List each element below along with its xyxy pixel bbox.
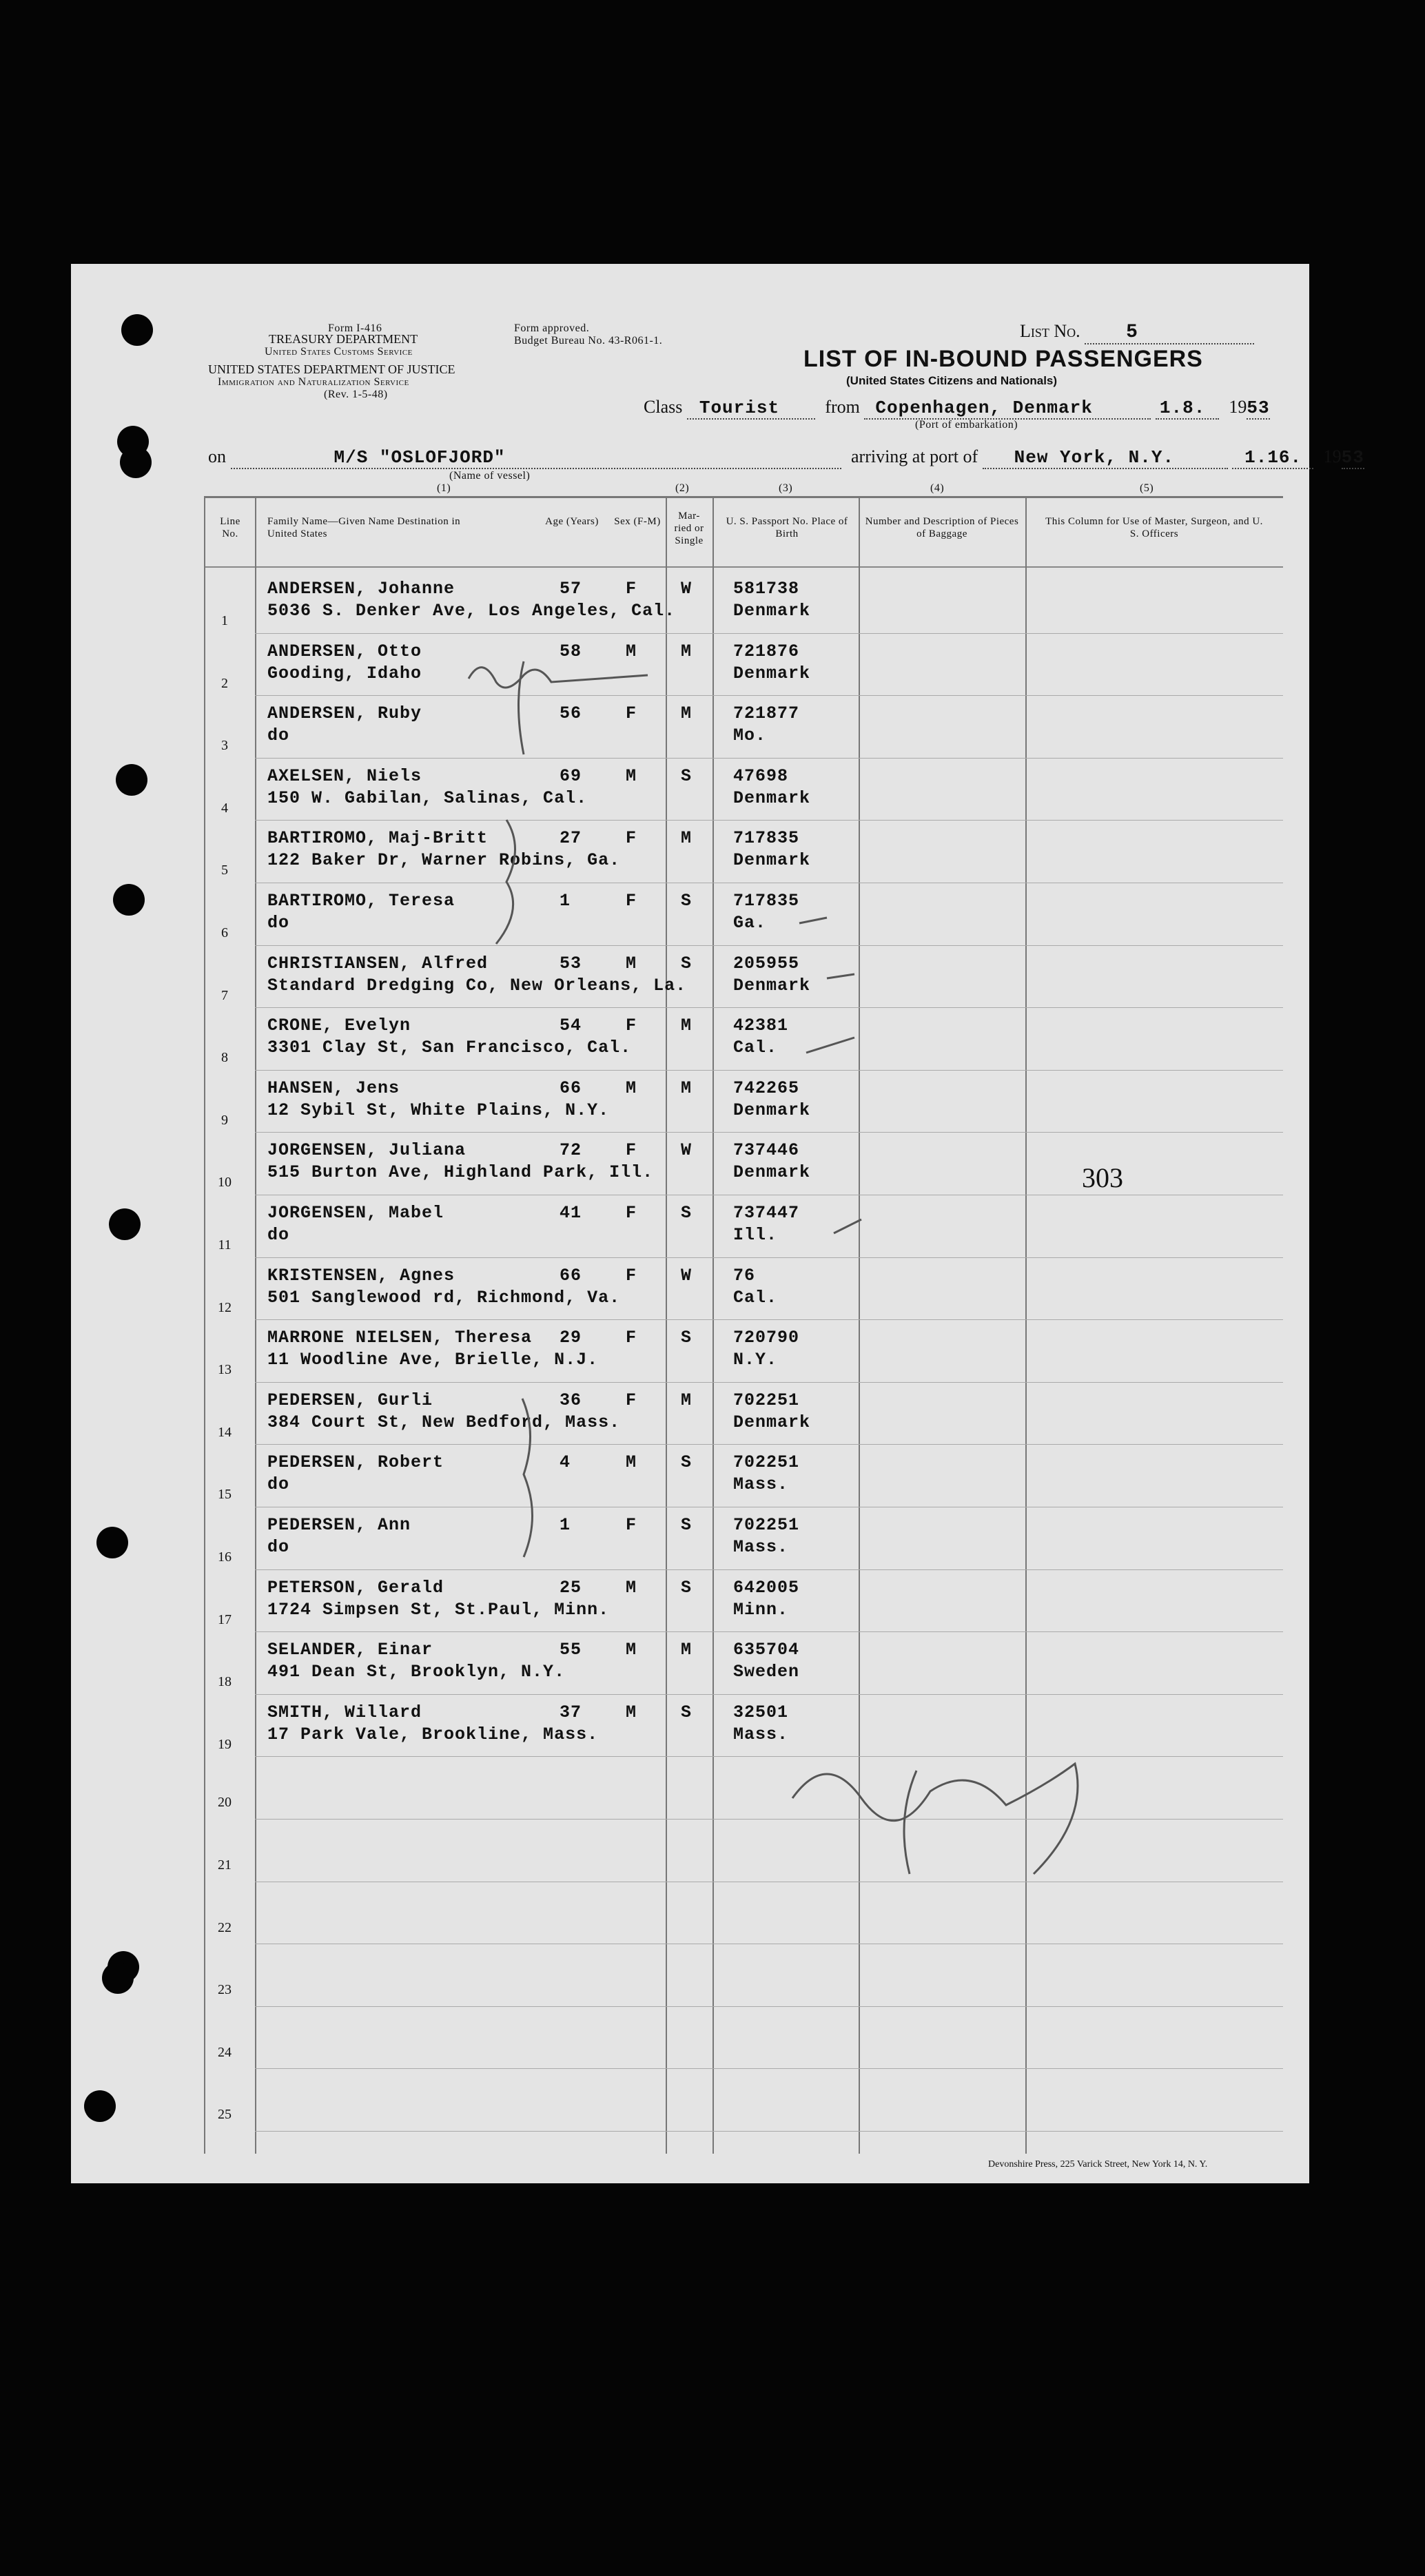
passenger-age: 41 (560, 1203, 582, 1223)
departure-date: 1.8. (1156, 398, 1219, 420)
passenger-destination: 17 Park Vale, Brookline, Mass. (267, 1724, 599, 1744)
passport-number: 721876 (733, 641, 800, 661)
passenger-destination: do (267, 725, 290, 746)
document-sheet (71, 264, 1309, 2183)
marital-status: M (681, 828, 693, 849)
passenger-name: ANDERSEN, Otto (267, 641, 422, 661)
list-label: List No. (1020, 321, 1080, 341)
passenger-sex: F (626, 1203, 637, 1223)
marital-status: M (681, 1640, 693, 1660)
line-number: 5 (221, 863, 228, 878)
passenger-name: PEDERSEN, Robert (267, 1452, 444, 1473)
column-divider (1025, 496, 1027, 2154)
passenger-sex: M (626, 1452, 637, 1473)
marital-status: W (681, 1265, 693, 1286)
passenger-sex: F (626, 1328, 637, 1348)
table-header-rule (204, 566, 1283, 568)
row-rule (255, 1007, 1283, 1008)
passenger-destination: Standard Dredging Co, New Orleans, La. (267, 975, 687, 996)
row-rule (255, 1694, 1283, 1695)
year-prefix: 19 (1229, 397, 1247, 417)
passport-number: 635704 (733, 1640, 800, 1660)
passenger-destination: 122 Baker Dr, Warner Robins, Ga. (267, 850, 621, 871)
marital-status: S (681, 953, 693, 973)
place-of-birth: Cal. (733, 1038, 778, 1058)
passenger-name: SELANDER, Einar (267, 1640, 433, 1660)
line-number: 1 (221, 613, 228, 628)
column-number: (5) (1140, 482, 1154, 494)
passenger-sex: M (626, 1702, 637, 1722)
document-title: LIST OF IN-BOUND PASSENGERS (803, 346, 1203, 372)
row-rule (255, 1070, 1283, 1071)
passenger-name: ANDERSEN, Ruby (267, 703, 422, 724)
punch-hole (109, 1208, 141, 1240)
row-rule (255, 2131, 1283, 2132)
passenger-age: 1 (560, 891, 571, 911)
passport-number: 721877 (733, 703, 800, 724)
customs-service: United States Customs Service (265, 346, 413, 358)
passenger-name: MARRONE NIELSEN, Theresa (267, 1328, 533, 1348)
passenger-name: CRONE, Evelyn (267, 1016, 411, 1036)
document-subtitle: (United States Citizens and Nationals) (846, 374, 1058, 387)
column-divider (859, 496, 860, 2154)
vessel-row (208, 446, 1364, 469)
row-rule (255, 1569, 1283, 1570)
line-number: 14 (218, 1424, 232, 1440)
year-prefix: 19 (1323, 446, 1342, 466)
form-approved: Form approved. (514, 322, 590, 334)
header-officers: This Column for Use of Master, Surgeon, and U. S. Officers (1045, 516, 1263, 539)
passenger-age: 66 (560, 1265, 582, 1286)
embarkation-port: Copenhagen, Denmark (864, 398, 1151, 420)
passenger-destination: 12 Sybil St, White Plains, N.Y. (267, 1100, 610, 1120)
passenger-age: 66 (560, 1078, 582, 1098)
place-of-birth: Mass. (733, 1537, 789, 1557)
place-of-birth: Mass. (733, 1724, 789, 1744)
passenger-age: 27 (560, 828, 582, 849)
passenger-age: 36 (560, 1390, 582, 1410)
passenger-name: ANDERSEN, Johanne (267, 579, 455, 599)
passenger-destination: do (267, 1537, 290, 1557)
header-line-no: Line No. (220, 516, 240, 539)
passenger-age: 37 (560, 1702, 582, 1722)
passenger-destination: 5036 S. Denker Ave, Los Angeles, Cal. (267, 601, 676, 621)
place-of-birth: Denmark (733, 601, 811, 621)
row-rule (255, 1257, 1283, 1258)
passenger-sex: M (626, 1078, 637, 1098)
line-number: 22 (218, 1919, 232, 1935)
line-number: 8 (221, 1050, 228, 1066)
passport-number: 642005 (733, 1577, 800, 1598)
row-rule (255, 2006, 1283, 2007)
row-rule (255, 1631, 1283, 1632)
passenger-sex: M (626, 765, 637, 786)
passenger-sex: F (626, 891, 637, 911)
passenger-destination: 501 Sanglewood rd, Richmond, Va. (267, 1287, 621, 1308)
passenger-destination: do (267, 1225, 290, 1245)
passenger-name: KRISTENSEN, Agnes (267, 1265, 455, 1286)
passenger-age: 69 (560, 765, 582, 786)
arrival-year: 53 (1341, 447, 1364, 468)
passenger-age: 55 (560, 1640, 582, 1660)
line-number: 20 (218, 1795, 232, 1811)
punch-hole (102, 1962, 134, 1994)
departure-year: 53 (1247, 398, 1270, 418)
passenger-age: 29 (560, 1328, 582, 1348)
column-divider (255, 496, 256, 2154)
arriving-label: arriving at port of (851, 446, 978, 466)
marital-status: M (681, 641, 693, 661)
passenger-sex: M (626, 641, 637, 661)
budget-bureau: Budget Bureau No. 43-R061-1. (514, 335, 663, 347)
marital-status: S (681, 891, 693, 911)
line-number: 21 (218, 1857, 232, 1873)
header-age: Age (Years) (545, 516, 599, 527)
place-of-birth: Denmark (733, 975, 811, 996)
line-number: 9 (221, 1112, 228, 1128)
passenger-sex: F (626, 1390, 637, 1410)
passenger-name: PEDERSEN, Gurli (267, 1390, 433, 1410)
passport-number: 702251 (733, 1390, 800, 1410)
passenger-name: AXELSEN, Niels (267, 765, 422, 786)
marital-status: M (681, 703, 693, 724)
column-number: (2) (675, 482, 690, 494)
line-number: 2 (221, 675, 228, 691)
passport-number: 737446 (733, 1140, 800, 1161)
line-number: 25 (218, 2107, 232, 2123)
passenger-name: HANSEN, Jens (267, 1078, 400, 1098)
line-number: 13 (218, 1362, 232, 1378)
list-number-label (1020, 321, 1254, 344)
column-number: (3) (779, 482, 793, 494)
place-of-birth: Denmark (733, 850, 811, 871)
passport-number: 702251 (733, 1452, 800, 1473)
column-divider (666, 496, 667, 2154)
passenger-destination: do (267, 1474, 290, 1495)
row-rule (255, 1319, 1283, 1320)
marital-status: W (681, 579, 693, 599)
row-rule (255, 1132, 1283, 1133)
passenger-sex: M (626, 953, 637, 973)
arrival-port: New York, N.Y. (983, 447, 1228, 469)
row-rule (255, 758, 1283, 759)
passenger-destination: 11 Woodline Ave, Brielle, N.J. (267, 1350, 599, 1370)
passenger-name: JORGENSEN, Juliana (267, 1140, 467, 1161)
line-number: 24 (218, 2044, 232, 2060)
treasury-department: TREASURY DEPARTMENT (269, 332, 418, 346)
column-divider (712, 496, 714, 2154)
passenger-sex: F (626, 579, 637, 599)
line-number: 10 (218, 1175, 232, 1191)
form-number: Form I-416 (328, 322, 382, 334)
passenger-sex: F (626, 1140, 637, 1161)
passport-number: 737447 (733, 1203, 800, 1223)
marital-status: M (681, 1078, 693, 1098)
header-married: Mar- ried or Single (674, 511, 704, 546)
passport-number: 742265 (733, 1078, 800, 1098)
marital-status: M (681, 1390, 693, 1410)
column-number: (4) (930, 482, 945, 494)
passenger-age: 58 (560, 641, 582, 661)
place-of-birth: Sweden (733, 1662, 800, 1682)
passport-number: 717835 (733, 828, 800, 849)
passenger-destination: 3301 Clay St, San Francisco, Cal. (267, 1038, 632, 1058)
header-baggage: Number and Description of Pieces of Baggage (865, 516, 1019, 539)
passenger-name: BARTIROMO, Maj-Britt (267, 828, 489, 849)
place-of-birth: Minn. (733, 1599, 789, 1620)
line-number: 17 (218, 1611, 232, 1627)
row-rule (255, 820, 1283, 821)
punch-hole (120, 446, 152, 478)
passenger-name: PEDERSEN, Ann (267, 1515, 411, 1535)
passenger-sex: M (626, 1577, 637, 1598)
punch-hole (113, 884, 145, 916)
passenger-name: SMITH, Willard (267, 1702, 422, 1722)
passport-number: 702251 (733, 1515, 800, 1535)
marital-status: S (681, 1577, 693, 1598)
passport-number: 205955 (733, 953, 800, 973)
marital-status: S (681, 1328, 693, 1348)
place-of-birth: Denmark (733, 1162, 811, 1183)
on-label: on (208, 446, 226, 466)
passport-number: 581738 (733, 579, 800, 599)
passenger-name: PETERSON, Gerald (267, 1577, 444, 1598)
revision-date: (Rev. 1-5-48) (324, 389, 388, 400)
passenger-name: JORGENSEN, Mabel (267, 1203, 444, 1223)
ins-service: Immigration and Naturalization Service (218, 376, 409, 388)
punch-hole (121, 314, 153, 346)
line-number: 16 (218, 1549, 232, 1565)
passport-number: 720790 (733, 1328, 800, 1348)
passenger-destination: do (267, 913, 290, 933)
marital-status: W (681, 1140, 693, 1161)
passport-number: 32501 (733, 1702, 789, 1722)
line-number: 12 (218, 1299, 232, 1315)
row-rule (255, 1819, 1283, 1820)
header-passport: U. S. Passport No. Place of Birth (726, 516, 848, 539)
passport-number: 76 (733, 1265, 756, 1286)
passenger-age: 25 (560, 1577, 582, 1598)
vessel-name: M/S "OSLOFJORD" (231, 447, 841, 469)
place-of-birth: Mo. (733, 725, 767, 746)
place-of-birth: Ga. (733, 913, 767, 933)
passenger-age: 72 (560, 1140, 582, 1161)
column-number: (1) (437, 482, 451, 494)
passenger-age: 54 (560, 1016, 582, 1036)
passenger-name: BARTIROMO, Teresa (267, 891, 455, 911)
marital-status: S (681, 1702, 693, 1722)
passenger-sex: F (626, 1265, 637, 1286)
passenger-sex: F (626, 828, 637, 849)
line-number: 7 (221, 987, 228, 1003)
passenger-sex: M (626, 1640, 637, 1660)
vessel-note: (Name of vessel) (449, 470, 531, 482)
justice-department: UNITED STATES DEPARTMENT OF JUSTICE (208, 362, 455, 376)
arrival-date: 1.16. (1232, 447, 1313, 469)
header-name: Family Name—Given Name Destination in United States (267, 516, 461, 539)
passenger-age: 56 (560, 703, 582, 724)
place-of-birth: Denmark (733, 1100, 811, 1120)
passport-number: 42381 (733, 1016, 789, 1036)
passenger-sex: F (626, 703, 637, 724)
place-of-birth: N.Y. (733, 1350, 778, 1370)
place-of-birth: Denmark (733, 663, 811, 683)
class-label: Class (644, 397, 683, 417)
row-rule (255, 695, 1283, 696)
place-of-birth: Cal. (733, 1287, 778, 1308)
row-rule (255, 1382, 1283, 1383)
place-of-birth: Ill. (733, 1225, 778, 1245)
column-divider (204, 496, 205, 2154)
passenger-age: 53 (560, 953, 582, 973)
marital-status: S (681, 1515, 693, 1535)
passenger-destination: Gooding, Idaho (267, 663, 422, 683)
line-number: 23 (218, 1982, 232, 1998)
row-rule (255, 1444, 1283, 1445)
passenger-sex: F (626, 1016, 637, 1036)
line-number: 19 (218, 1736, 232, 1752)
marital-status: S (681, 1452, 693, 1473)
passenger-destination: 515 Burton Ave, Highland Park, Ill. (267, 1162, 654, 1183)
passenger-destination: 491 Dean St, Brooklyn, N.Y. (267, 1662, 566, 1682)
from-label: from (825, 397, 860, 417)
passenger-age: 57 (560, 579, 582, 599)
line-number: 18 (218, 1674, 232, 1690)
passenger-name: CHRISTIANSEN, Alfred (267, 953, 489, 973)
punch-hole (96, 1527, 128, 1558)
table-top-border (204, 496, 1283, 498)
passport-number: 47698 (733, 765, 789, 786)
marital-status: M (681, 1016, 693, 1036)
line-number: 4 (221, 800, 228, 816)
line-number: 6 (221, 925, 228, 940)
place-of-birth: Denmark (733, 1412, 811, 1432)
header-sex: Sex (F-M) (614, 516, 661, 527)
printer-credit: Devonshire Press, 225 Varick Street, New York 14, N. Y. (988, 2159, 1208, 2170)
row-rule (255, 945, 1283, 946)
passenger-age: 4 (560, 1452, 571, 1473)
punch-hole (116, 764, 147, 796)
passenger-sex: F (626, 1515, 637, 1535)
line-number: 15 (218, 1487, 232, 1503)
passenger-age: 1 (560, 1515, 571, 1535)
embarkation-note: (Port of embarkation) (915, 419, 1018, 431)
passenger-destination: 150 W. Gabilan, Salinas, Cal. (267, 787, 588, 808)
class-row (644, 397, 1270, 420)
class-value: Tourist (687, 398, 815, 420)
officer-annotation: 303 (1082, 1162, 1123, 1193)
punch-hole (84, 2090, 116, 2122)
passport-number: 717835 (733, 891, 800, 911)
place-of-birth: Mass. (733, 1474, 789, 1495)
row-rule (255, 1756, 1283, 1757)
row-rule (255, 633, 1283, 634)
marital-status: S (681, 765, 693, 786)
list-number: 5 (1085, 322, 1254, 344)
marital-status: S (681, 1203, 693, 1223)
line-number: 11 (218, 1237, 232, 1253)
row-rule (255, 2068, 1283, 2069)
place-of-birth: Denmark (733, 787, 811, 808)
line-number: 3 (221, 738, 228, 754)
passenger-destination: 384 Court St, New Bedford, Mass. (267, 1412, 621, 1432)
passenger-destination: 1724 Simpsen St, St.Paul, Minn. (267, 1599, 610, 1620)
